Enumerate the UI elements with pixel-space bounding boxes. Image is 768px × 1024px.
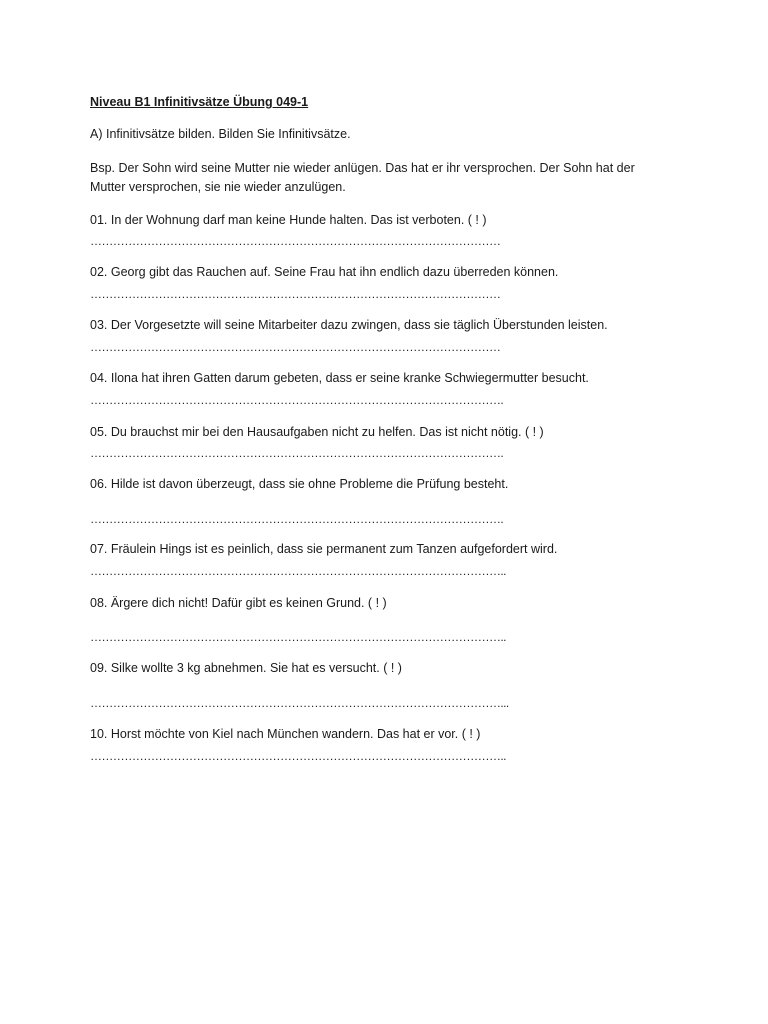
exercise-09-answer-line: ………………………………………………………………………………………………... (90, 698, 509, 708)
worksheet-title: Niveau B1 Infinitivsätze Übung 049-1 (90, 95, 309, 109)
instruction-text: A) Infinitivsätze bilden. Bilden Sie Infinitivsätze. (90, 127, 351, 141)
exercise-10-text: 10. Horst möchte von Kiel nach München wandern. Das hat er vor. ( ! ) (90, 727, 481, 741)
exercise-01-text: 01. In der Wohnung darf man keine Hunde halten. Das ist verboten. ( ! ) (90, 213, 487, 227)
exercise-10-answer-line: ……………………………………………………………………………………………….. (90, 751, 506, 761)
example-line-2: Mutter versprochen, sie nie wieder anzulügen. (90, 180, 346, 194)
exercise-06-answer-line: ………………………………………………………………………………………………. (90, 514, 504, 524)
exercise-04-answer-line: ………………………………………………………………………………………………. (90, 395, 504, 405)
exercise-06-text: 06. Hilde ist davon überzeugt, dass sie ohne Probleme die Prüfung besteht. (90, 477, 509, 491)
exercise-07-answer-line: ……………………………………………………………………………………………….. (90, 566, 506, 576)
exercise-04-text: 04. Ilona hat ihren Gatten darum gebeten, dass er seine kranke Schwiegermutter besucht. (90, 371, 589, 385)
example-line-1: Bsp. Der Sohn wird seine Mutter nie wieder anlügen. Das hat er ihr versprochen. Der Sohn hat der (90, 161, 635, 175)
exercise-08-answer-line: ……………………………………………………………………………………………….. (90, 632, 506, 642)
exercise-05-text: 05. Du brauchst mir bei den Hausaufgaben nicht zu helfen. Das ist nicht nötig. ( ! ) (90, 425, 544, 439)
exercise-03-text: 03. Der Vorgesetzte will seine Mitarbeiter dazu zwingen, dass sie täglich Überstunden leisten. (90, 318, 608, 332)
exercise-09-text: 09. Silke wollte 3 kg abnehmen. Sie hat es versucht. ( ! ) (90, 661, 402, 675)
exercise-08-text: 08. Ärgere dich nicht! Dafür gibt es keinen Grund. ( ! ) (90, 596, 387, 610)
exercise-02-answer-line: ……………………………………………………………………………………………… (90, 289, 501, 299)
exercise-01-answer-line: ……………………………………………………………………………………………… (90, 236, 501, 246)
exercise-02-text: 02. Georg gibt das Rauchen auf. Seine Frau hat ihn endlich dazu überreden können. (90, 265, 559, 279)
exercise-05-answer-line: ………………………………………………………………………………………………. (90, 448, 504, 458)
exercise-03-answer-line: ……………………………………………………………………………………………… (90, 342, 501, 352)
exercise-07-text: 07. Fräulein Hings ist es peinlich, dass sie permanent zum Tanzen aufgefordert wird. (90, 542, 558, 556)
